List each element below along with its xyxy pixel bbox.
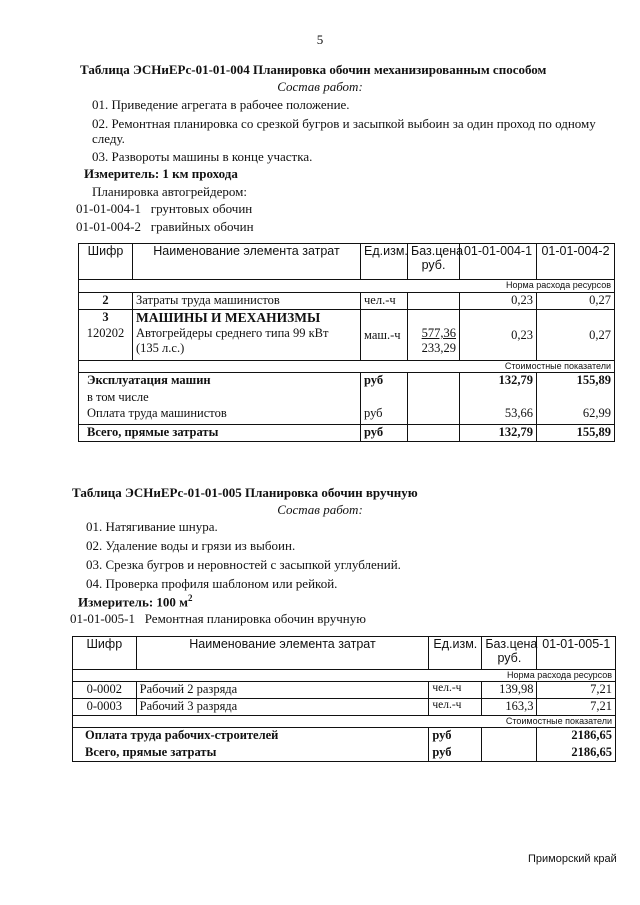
section-title: МАШИНЫ И МЕХАНИЗМЫ (133, 310, 361, 327)
expl-unit: руб (361, 372, 408, 390)
table-row (79, 390, 615, 406)
table1-code-2 (76, 219, 254, 235)
norm-label-row (73, 670, 616, 682)
total-unit: руб (361, 424, 408, 441)
total-unit: руб (429, 745, 482, 762)
table2-code (70, 611, 366, 627)
table2-work-2: 02. Удаление воды и грязи из выбоин. (86, 538, 296, 553)
norm-label: Норма расхода ресурсов (79, 280, 615, 293)
pay-value-1: 2186,65 (537, 728, 616, 745)
table-row (73, 745, 616, 762)
table1-header-row (79, 244, 615, 280)
cost-label: Стоимостные показатели (73, 716, 616, 728)
cost-label: Стоимостные показатели (79, 360, 615, 372)
total-value-2: 155,89 (537, 424, 615, 441)
row-code: 0-0003 (73, 699, 137, 716)
table-row (79, 293, 615, 310)
code-value: 01-01-005-1 (70, 611, 135, 626)
norm-label-row (79, 280, 615, 293)
table2-meter: Измеритель: 100 $м^2$ (78, 593, 193, 610)
header-unit: Ед.изм. (429, 637, 482, 670)
row-unit: чел.-ч (361, 293, 408, 310)
expl-name: Эксплуатация машин (79, 372, 361, 390)
row-code: 120202 (79, 326, 133, 360)
header-name: Наименование элемента затрат (136, 637, 429, 670)
expl-value-2: 155,89 (537, 372, 615, 390)
header-name: Наименование элемента затрат (133, 244, 361, 280)
table-row (79, 424, 615, 441)
total-value-1: 132,79 (460, 424, 537, 441)
header-col-1: 01-01-005-1 (537, 637, 616, 670)
table1-meter: Измеритель: 1 км прохода (84, 166, 238, 181)
row-unit: чел.-ч (429, 682, 482, 699)
pay-name: Оплата труда рабочих-строителей (73, 728, 429, 745)
pay-unit: руб (361, 406, 408, 424)
table-row (73, 682, 616, 699)
row-price: 577,36 233,29 (408, 326, 460, 360)
table1-work-2-cont: следу. (92, 131, 125, 146)
row-value-1: 7,21 (537, 682, 616, 699)
row-value-1: 0,23 (460, 293, 537, 310)
row-name: Рабочий 3 разряда (136, 699, 429, 716)
row-value-1: 0,23 (460, 326, 537, 360)
page-number: 5 (316, 32, 324, 47)
pay-value-1: 53,66 (460, 406, 537, 424)
code-name: грунтовых обочин (150, 201, 253, 216)
table-row (79, 326, 615, 360)
table1-title: Таблица ЭСНиЕРс-01-01-004 Планировка обочин механизированным способом (80, 62, 547, 77)
incl-label: в том числе (79, 390, 361, 406)
table2-work-4: 04. Проверка профиля шаблоном или рейкой. (86, 576, 338, 591)
table2-header-row (73, 637, 616, 670)
table2-work-1: 01. Натягивание шнура. (86, 519, 218, 534)
row-price (408, 293, 460, 310)
header-cipher: Шифр (73, 637, 137, 670)
row-name: Автогрейдеры среднего типа 99 кВт (135 л.с.) (133, 326, 361, 360)
row-unit: чел.-ч (429, 699, 482, 716)
header-base-price: Баз.цена руб. (482, 637, 537, 670)
norm-label: Норма расхода ресурсов (73, 670, 616, 682)
row-name: Затраты труда машинистов (133, 293, 361, 310)
table-row (79, 310, 615, 327)
table-row (73, 728, 616, 745)
expl-value-1: 132,79 (460, 372, 537, 390)
total-name: Всего, прямые затраты (79, 424, 361, 441)
table2-work-heading: Состав работ: (277, 502, 363, 517)
table1-code-1 (76, 201, 252, 217)
row-code: 3 (79, 310, 133, 327)
table1-method: Планировка автогрейдером: (92, 184, 247, 199)
code-name: Ремонтная планировка обочин вручную (144, 611, 366, 626)
header-col-1: 01-01-004-1 (460, 244, 537, 280)
header-col-2: 01-01-004-2 (537, 244, 615, 280)
table2-title: Таблица ЭСНиЕРс-01-01-005 Планировка обочин вручную (72, 485, 418, 500)
pay-unit: руб (429, 728, 482, 745)
table1-grid (78, 243, 615, 442)
code-value: 01-01-004-1 (76, 201, 141, 216)
header-base-price: Баз.цена руб. (408, 244, 460, 280)
code-value: 01-01-004-2 (76, 219, 141, 234)
row-price: 163,3 (482, 699, 537, 716)
row-unit: маш.-ч (361, 326, 408, 360)
pay-value-2: 62,99 (537, 406, 615, 424)
pay-name: Оплата труда машинистов (79, 406, 361, 424)
row-value-2: 0,27 (537, 326, 615, 360)
row-value-2: 0,27 (537, 293, 615, 310)
cost-label-row (73, 716, 616, 728)
table2-grid (72, 636, 616, 762)
row-value-1: 7,21 (537, 699, 616, 716)
header-unit: Ед.изм. (361, 244, 408, 280)
row-price: 139,98 (482, 682, 537, 699)
footer-region: Приморский край (528, 853, 617, 865)
table1-work-1: 01. Приведение агрегата в рабочее положение. (92, 97, 350, 112)
table1-work-2: 02. Ремонтная планировка со срезкой бугров и засыпкой выбоин за один проход по одному (92, 116, 596, 131)
table-row (73, 699, 616, 716)
total-value-1: 2186,65 (537, 745, 616, 762)
row-name: Рабочий 2 разряда (136, 682, 429, 699)
table1-work-3: 03. Развороты машины в конце участка. (92, 149, 313, 164)
total-name: Всего, прямые затраты (73, 745, 429, 762)
table-row (79, 372, 615, 390)
row-code: 2 (79, 293, 133, 310)
code-name: гравийных обочин (150, 219, 254, 234)
table1-work-heading: Состав работ: (277, 79, 363, 94)
table2-work-3: 03. Срезка бугров и неровностей с засыпкой углублений. (86, 557, 401, 572)
table-row (79, 406, 615, 424)
cost-label-row (79, 360, 615, 372)
header-cipher: Шифр (79, 244, 133, 280)
row-code: 0-0002 (73, 682, 137, 699)
